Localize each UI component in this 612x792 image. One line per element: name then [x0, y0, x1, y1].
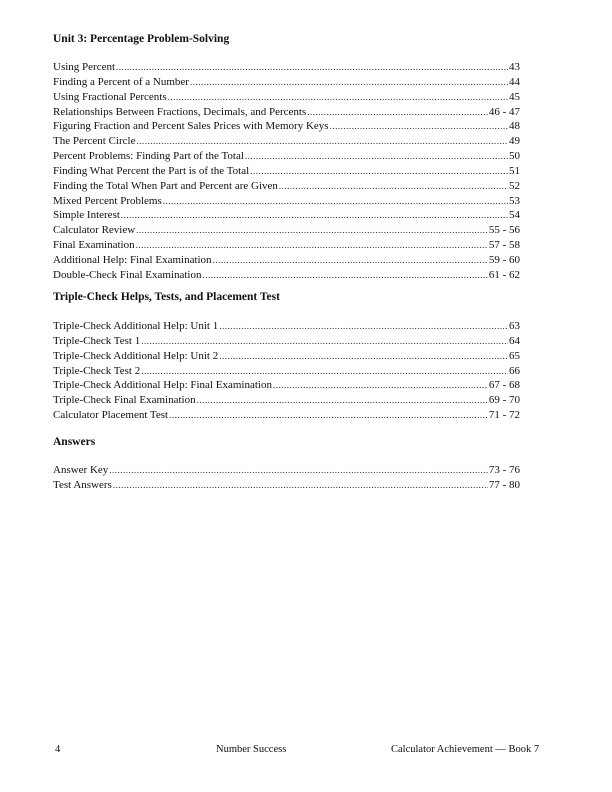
- toc-entry-title: Finding a Percent of a Number: [53, 75, 189, 88]
- dot-leader: [169, 408, 488, 423]
- toc-entry: [53, 105, 520, 120]
- toc-entry-pages: 54: [509, 209, 520, 222]
- toc-entry-pages: 50: [509, 150, 520, 163]
- dot-leader: [136, 238, 488, 253]
- toc-entry-pages: 49: [509, 135, 520, 148]
- toc-entry: [53, 268, 520, 283]
- toc-entry-pages: 44: [509, 75, 520, 88]
- toc-entry-title: Final Examination: [53, 239, 135, 252]
- dot-leader: [109, 463, 488, 478]
- toc-entry-pages: 52: [509, 179, 520, 192]
- dot-leader: [116, 60, 508, 75]
- footer-page-number: 4: [55, 744, 61, 755]
- toc-entry: [53, 134, 520, 149]
- dot-leader: [273, 378, 488, 393]
- toc-entry-title: Relationships Between Fractions, Decimals, and Percents: [53, 105, 307, 118]
- dot-leader: [141, 334, 508, 349]
- toc-entry-pages: 61 - 62: [488, 268, 520, 281]
- dot-leader: [113, 478, 488, 493]
- dot-leader: [197, 393, 488, 408]
- toc-list-triple-check: [53, 319, 520, 423]
- toc-entry-title: Finding the Total When Part and Percent are Given: [53, 179, 278, 192]
- dot-leader: [190, 75, 508, 90]
- toc-entry-pages: 48: [509, 120, 520, 133]
- toc-entry-title: Additional Help: Final Examination: [53, 253, 212, 266]
- toc-entry-title: Test Answers: [53, 478, 112, 491]
- toc-entry: [53, 349, 520, 364]
- dot-leader: [250, 164, 508, 179]
- toc-entry-pages: 65: [509, 349, 520, 362]
- toc-entry-pages: 69 - 70: [488, 394, 520, 407]
- toc-entry-pages: 43: [509, 61, 520, 73]
- toc-entry: [53, 334, 520, 349]
- dot-leader: [219, 349, 508, 364]
- dot-leader: [121, 208, 508, 223]
- toc-entry: [53, 75, 520, 90]
- toc-entry: [53, 194, 520, 209]
- toc-entry: [53, 208, 520, 223]
- toc-entry-title: Answer Key: [53, 464, 109, 476]
- toc-entry: [53, 478, 520, 493]
- toc-entry-title: Double-Check Final Examination: [53, 268, 202, 281]
- toc-entry: [53, 319, 520, 334]
- toc-entry-title: Triple-Check Test 2: [53, 364, 141, 377]
- dot-leader: [307, 105, 488, 120]
- toc-entry: [53, 149, 520, 164]
- dot-leader: [219, 319, 508, 334]
- toc-entry: [53, 408, 520, 423]
- footer-series-title: Number Success: [216, 744, 287, 755]
- toc-entry: [53, 463, 520, 478]
- toc-entry: [53, 378, 520, 393]
- dot-leader: [136, 223, 488, 238]
- toc-entry: [53, 90, 520, 105]
- toc-entry-title: Figuring Fraction and Percent Sales Prices with Memory Keys: [53, 120, 329, 133]
- toc-entry-title: Triple-Check Test 1: [53, 334, 141, 347]
- section-heading-triple-check: Triple-Check Helps, Tests, and Placement Test: [53, 291, 280, 303]
- toc-entry-title: Percent Problems: Finding Part of the Total: [53, 150, 244, 163]
- dot-leader: [330, 119, 508, 134]
- toc-entry-pages: 73 - 76: [488, 464, 520, 476]
- toc-list-answers: [53, 463, 520, 493]
- dot-leader: [202, 268, 487, 283]
- toc-entry-title: Using Percent: [53, 61, 116, 73]
- toc-entry-pages: 63: [509, 320, 520, 332]
- footer-book-title: Calculator Achievement — Book 7: [391, 744, 540, 755]
- toc-entry-pages: 66: [509, 364, 520, 377]
- section-heading-answers: Answers: [53, 436, 96, 448]
- dot-leader: [245, 149, 508, 164]
- toc-entry-title: Calculator Placement Test: [53, 409, 169, 422]
- toc-entry-title: Finding What Percent the Part is of the Total: [53, 164, 250, 177]
- toc-entry-pages: 53: [509, 194, 520, 207]
- dot-leader: [136, 134, 508, 149]
- toc-entry: [53, 60, 520, 75]
- toc-entry: [53, 238, 520, 253]
- toc-entry-title: Calculator Review: [53, 224, 136, 237]
- toc-entry: [53, 223, 520, 238]
- section-heading-unit-3: Unit 3: Percentage Problem-Solving: [53, 33, 230, 45]
- toc-entry-title: The Percent Circle: [53, 135, 136, 148]
- toc-entry-pages: 59 - 60: [488, 253, 520, 266]
- toc-entry-title: Mixed Percent Problems: [53, 194, 162, 207]
- toc-entry: [53, 164, 520, 179]
- toc-entry-title: Triple-Check Additional Help: Final Examination: [53, 379, 272, 392]
- dot-leader: [213, 253, 488, 268]
- toc-entry-title: Triple-Check Additional Help: Unit 1: [53, 320, 219, 332]
- toc-entry-pages: 45: [509, 90, 520, 103]
- dot-leader: [168, 90, 508, 105]
- toc-entry-pages: 51: [509, 164, 520, 177]
- dot-leader: [163, 194, 508, 209]
- toc-entry-pages: 64: [509, 334, 520, 347]
- toc-entry: [53, 393, 520, 408]
- toc-list-unit-3: [53, 60, 520, 283]
- toc-entry: [53, 364, 520, 379]
- toc-entry-pages: 55 - 56: [488, 224, 520, 237]
- toc-entry: [53, 179, 520, 194]
- toc-entry: [53, 119, 520, 134]
- toc-entry-title: Triple-Check Final Examination: [53, 394, 196, 407]
- toc-entry: [53, 253, 520, 268]
- dot-leader: [279, 179, 508, 194]
- dot-leader: [141, 364, 508, 379]
- toc-entry-title: Using Fractional Percents: [53, 90, 167, 103]
- toc-entry-pages: 77 - 80: [488, 478, 520, 491]
- toc-entry-pages: 67 - 68: [488, 379, 520, 392]
- toc-entry-pages: 57 - 58: [488, 239, 520, 252]
- toc-entry-title: Triple-Check Additional Help: Unit 2: [53, 349, 219, 362]
- toc-entry-pages: 71 - 72: [488, 409, 520, 422]
- toc-entry-title: Simple Interest: [53, 209, 120, 222]
- toc-entry-pages: 46 - 47: [488, 105, 520, 118]
